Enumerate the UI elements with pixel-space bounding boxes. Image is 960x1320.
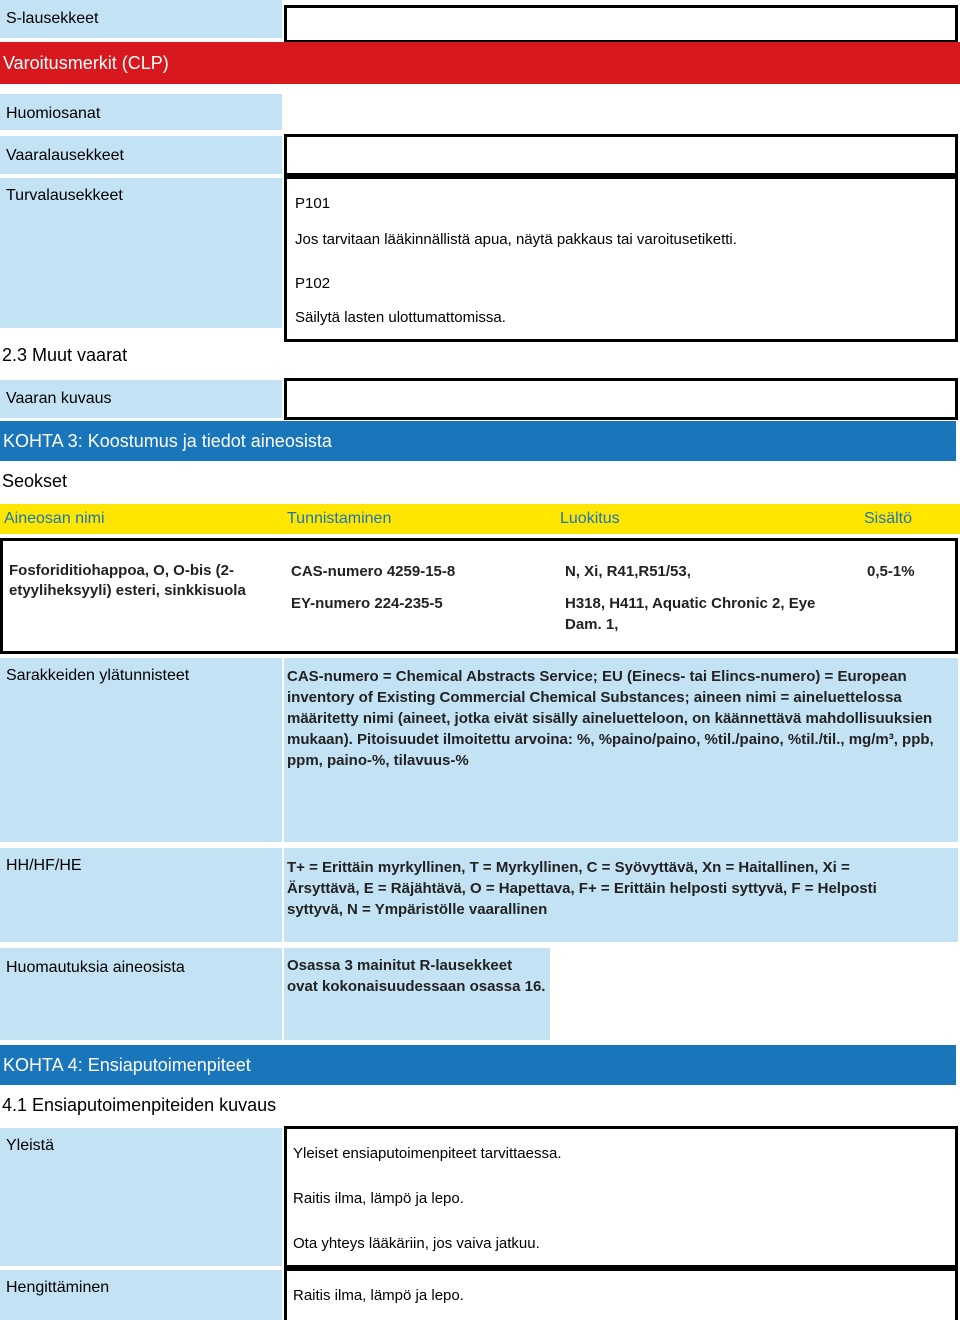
section-4-title: KOHTA 4: Ensiaputoimenpiteet — [3, 1055, 251, 1075]
header-luokitus: Luokitus — [560, 510, 620, 527]
clp-bar — [0, 42, 960, 84]
column-headers-text: CAS-numero = Chemical Abstracts Service; EU (Einecs- tai Elincs-numero) = European inventory of Existing Commercial Chemical Substances; aineen nimi = aineluettelossa määritetty nimi (aineet, jotka eivät sisälly aineluetteloon, on käännettävä mahdollisuuksien mukaan). Pitoisuudet ilmoitettu arvoina: %, %paino/paino, %til./paino, %til./til., mg/m³, ppb, ppm, paino-%, tilavuus-% — [287, 668, 934, 769]
yleista-line-1: Yleiset ensiaputoimenpiteet tarvittaessa. — [293, 1145, 562, 1162]
hh-label-text: HH/HF/HE — [6, 857, 82, 874]
content-value: 0,5-1% — [867, 563, 915, 580]
hh-text: T+ = Erittäin myrkyllinen, T = Myrkyllinen, C = Syövyttävä, Xn = Haitallinen, Xi = Ärsyttävä, E = Räjähtävä, O = Hapettava, F+ = Erittäin helposti syttyvä, F = Helposti syttyvä, N = Ympäristölle vaarallinen — [287, 859, 877, 918]
s-lausekkeet-value-box — [284, 5, 958, 43]
ey-number: EY-numero 224-235-5 — [291, 595, 443, 612]
yleista-line-3: Ota yhteys lääkäriin, jos vaiva jatkuu. — [293, 1235, 540, 1252]
hengittaminen-label — [0, 1270, 282, 1320]
turvalausekkeet-label — [0, 178, 282, 328]
yleista-label-text: Yleistä — [6, 1137, 55, 1154]
composition-header-row — [0, 504, 960, 534]
vaaran-kuvaus-label — [0, 380, 282, 418]
composition-row — [0, 538, 958, 654]
notes-text: Osassa 3 mainitut R-lausekkeet ovat kokonaisuudessaan osassa 16. — [287, 957, 546, 995]
turvalausekkeet-text: Turvalausekkeet — [6, 187, 123, 204]
classification-2: H318, H411, Aquatic Chronic 2, Eye Dam. 1, — [565, 595, 816, 633]
huomiosanat-text: Huomiosanat — [6, 105, 101, 122]
clp-title: Varoitusmerkit (CLP) — [3, 53, 169, 73]
hengittaminen-label-text: Hengittäminen — [6, 1279, 110, 1296]
seokset-title: Seokset — [2, 471, 68, 491]
hh-value — [284, 848, 958, 942]
section-3-bar — [0, 421, 956, 461]
vaaralausekkeet-text: Vaaralausekkeet — [6, 147, 124, 164]
yleista-value-box — [284, 1126, 958, 1268]
section-4-bar — [0, 1045, 956, 1085]
s-lausekkeet-label — [0, 0, 282, 38]
p102-text: Säilytä lasten ulottumattomissa. — [295, 309, 506, 326]
yleista-label — [0, 1128, 282, 1266]
column-headers-value — [284, 658, 958, 842]
header-aineosan-nimi: Aineosan nimi — [4, 510, 105, 527]
component-name: Fosforiditiohappoa, O, O-bis (2-etyyliheksyyli) esteri, sinkkisuola — [9, 562, 246, 599]
section-2-3-title: 2.3 Muut vaarat — [2, 345, 128, 365]
cas-number: CAS-numero 4259-15-8 — [291, 563, 456, 580]
column-headers-label — [0, 658, 282, 842]
hengittaminen-text: Raitis ilma, lämpö ja lepo. — [293, 1287, 464, 1304]
header-sisalto: Sisältö — [864, 510, 913, 527]
section-4-1-title: 4.1 Ensiaputoimenpiteiden kuvaus — [2, 1095, 277, 1115]
notes-label-text: Huomautuksia aineosista — [6, 959, 185, 976]
turvalausekkeet-value-box — [284, 176, 958, 342]
p102-code: P102 — [295, 275, 331, 292]
notes-value — [284, 948, 550, 1040]
hengittaminen-value-box — [284, 1268, 958, 1320]
section-3-title: KOHTA 3: Koostumus ja tiedot aineosista — [3, 431, 332, 451]
column-headers-label-text: Sarakkeiden ylätunnisteet — [6, 667, 190, 684]
header-tunnistaminen: Tunnistaminen — [287, 510, 392, 527]
vaaran-kuvaus-text: Vaaran kuvaus — [6, 390, 112, 407]
vaaran-kuvaus-value-box — [284, 378, 958, 420]
p101-text: Jos tarvitaan lääkinnällistä apua, näytä pakkaus tai varoitusetiketti. — [295, 231, 737, 248]
vaaralausekkeet-label — [0, 136, 282, 174]
notes-label — [0, 948, 282, 1040]
huomiosanat-label — [0, 94, 282, 130]
s-lausekkeet-text: S-lausekkeet — [6, 10, 99, 27]
p101-code: P101 — [295, 195, 331, 212]
hh-label — [0, 848, 282, 942]
yleista-line-2: Raitis ilma, lämpö ja lepo. — [293, 1190, 464, 1207]
classification-1: N, Xi, R41,R51/53, — [565, 563, 691, 580]
vaaralausekkeet-value-box — [284, 134, 958, 176]
